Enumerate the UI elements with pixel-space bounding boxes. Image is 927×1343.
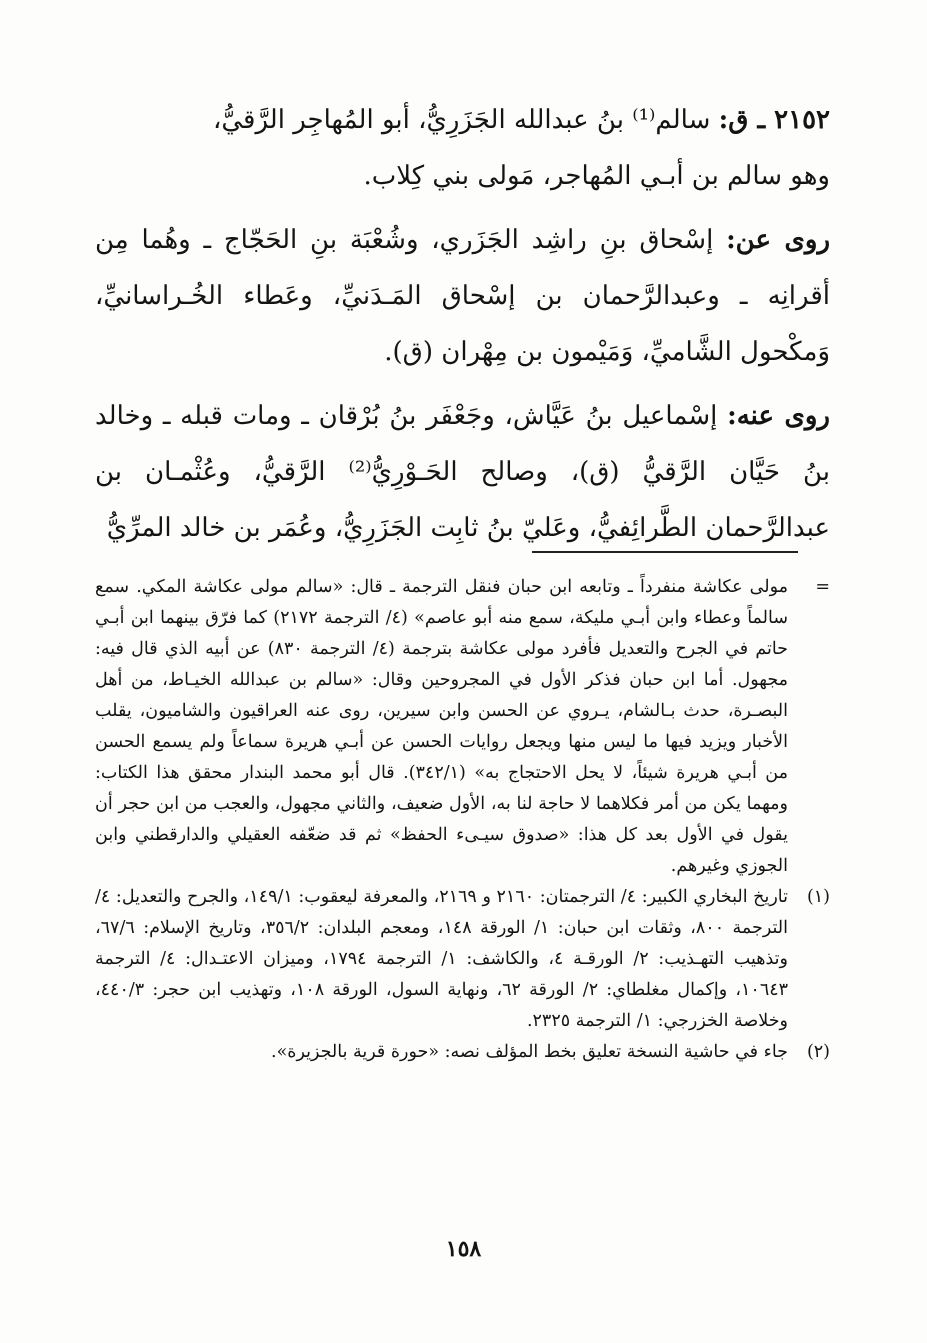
entry-heading: ٢١٥٢ ـ ق: [718, 105, 830, 135]
footnote-text: مولى عكاشة منفرداً ـ وتابعه ابن حبان فنقل الترجمة ـ قال: «سالم مولى عكاشة المكي. سمع سالماً وعطاء وابن أبـي مليكة، سمع منه أبو عاصم» (٤/ الترجمة ٢١٧٢) كما فرّق بينهما ابن أبـي حاتم في الجرح والتعديل فأفرد مولى عكاشة بترجمة (٤/ الترجمة ٨٣٠) عن أبيه الذي قال فيه: مجهول. أما ابن حبان فذكر الأول في المجروحين وقال: «سالم بن عبدالله الخيـاط، من أهل البصـرة، حدث بـالشام، يـروي عن الحسن وابن سيرين، روى عنه العراقيون والشاميون، يقلب الأخبار ويزيد فيها ما ليس منها ويجعل روايات الحسن عن أبـي هريرة سماعاً ولم يسمع الحسن من أبـي هريرة شيئاً، لا يحل الاحتجاج به» (٣٤٢/١). قال أبو محمد البندار محقق هذا الكتاب: ومهما يكن من أمر فكلاهما لا حاجة لنا به، الأول ضعيف، والثاني مجهول، والعجب من ابن حجر أن يقول في الأول بعد كل هذا: «صدوق سيـىء الحفظ» ثم قد ضعّفه العقيلي والدارقطني وابن الجوزي وغيرهم. [95, 577, 788, 876]
footnotes [95, 572, 830, 1068]
narrated-from-text: إسْحاق بنِ راشِد الجَزَري، وشُعْبَة بنِ الحَجّاج ـ وهُما مِن أقرانِه ـ وعبدالرَّحمان بن إسْحاق المَـدَنيِّ، وعَطاء الخُـراسانيِّ، وَمكْحول الشَّاميِّ، وَمَيْمون بن مِهْران (ق). [95, 225, 830, 367]
footnote-marker: (٢) [806, 1042, 830, 1062]
page-number: ١٥٨ [445, 1236, 482, 1262]
main-text [95, 92, 830, 556]
narrated-by-text: إسْماعيل بنُ عَيَّاش، وجَعْفَر بنُ بُرْقان ـ ومات قبله ـ وخالد بنُ حَيَّان الرَّقيُّ (ق)، وصالح الحَـوْرِيُّ⁽²⁾ الرَّقيُّ، وعُثْمـان بن عبدالرَّحمان الطَّرائِفيُّ، وعَليّ بنُ ثابِت الجَزَرِيُّ، وعُمَر بن خالد المرِّيُّ [95, 401, 830, 543]
narrated-by-label: روى عنه: [727, 401, 830, 431]
footnote-1 [95, 882, 830, 1037]
entry-paragraph [95, 92, 830, 204]
footnote-divider [532, 551, 798, 553]
footnote-2 [95, 1037, 830, 1068]
entry-line-2: وهو سالم بن أبـي المُهاجر، مَولى بني كِلاب. [363, 161, 830, 191]
entry-line-1: سالم⁽¹⁾ بنُ عبدالله الجَزَرِيُّ، أبو المُهاجِر الرَّقيُّ، [212, 105, 711, 135]
narrated-by-paragraph [95, 388, 830, 556]
footnote-continuation [95, 572, 830, 882]
narrated-from-paragraph [95, 212, 830, 380]
footnote-marker: = [815, 577, 830, 597]
footnote-text: جاء في حاشية النسخة تعليق بخط المؤلف نصه: «حورة قرية بالجزيرة». [271, 1042, 788, 1062]
narrated-from-label: روى عن: [726, 225, 830, 255]
footnote-text: تاريخ البخاري الكبير: ٤/ الترجمتان: ٢١٦٠ و ٢١٦٩، والمعرفة ليعقوب: ١٤٩/١، والجرح والتعديل: ٤/ الترجمة ٨٠٠، وثقات ابن حبان: ١/ الورقة ١٤٨، ومعجم البلدان: ٣٥٦/٢، وتاريخ الإسلام: ٦٧/٦، وتذهيب التهـذيب: ٢/ الورقـة ٤، والكاشف: ١/ الترجمة ١٧٩٤، وميزان الاعتـدال: ٤/ الترجمة ١٠٦٤٣، وإكمال مغلطاي: ٢/ الورقة ٦٢، ونهاية السول، الورقة ١٠٨، وتهذيب ابن حجر: ٤٤٠/٣، وخلاصة الخزرجي: ١/ الترجمة ٢٣٢٥. [95, 887, 789, 1031]
footnote-marker: (١) [806, 887, 830, 907]
